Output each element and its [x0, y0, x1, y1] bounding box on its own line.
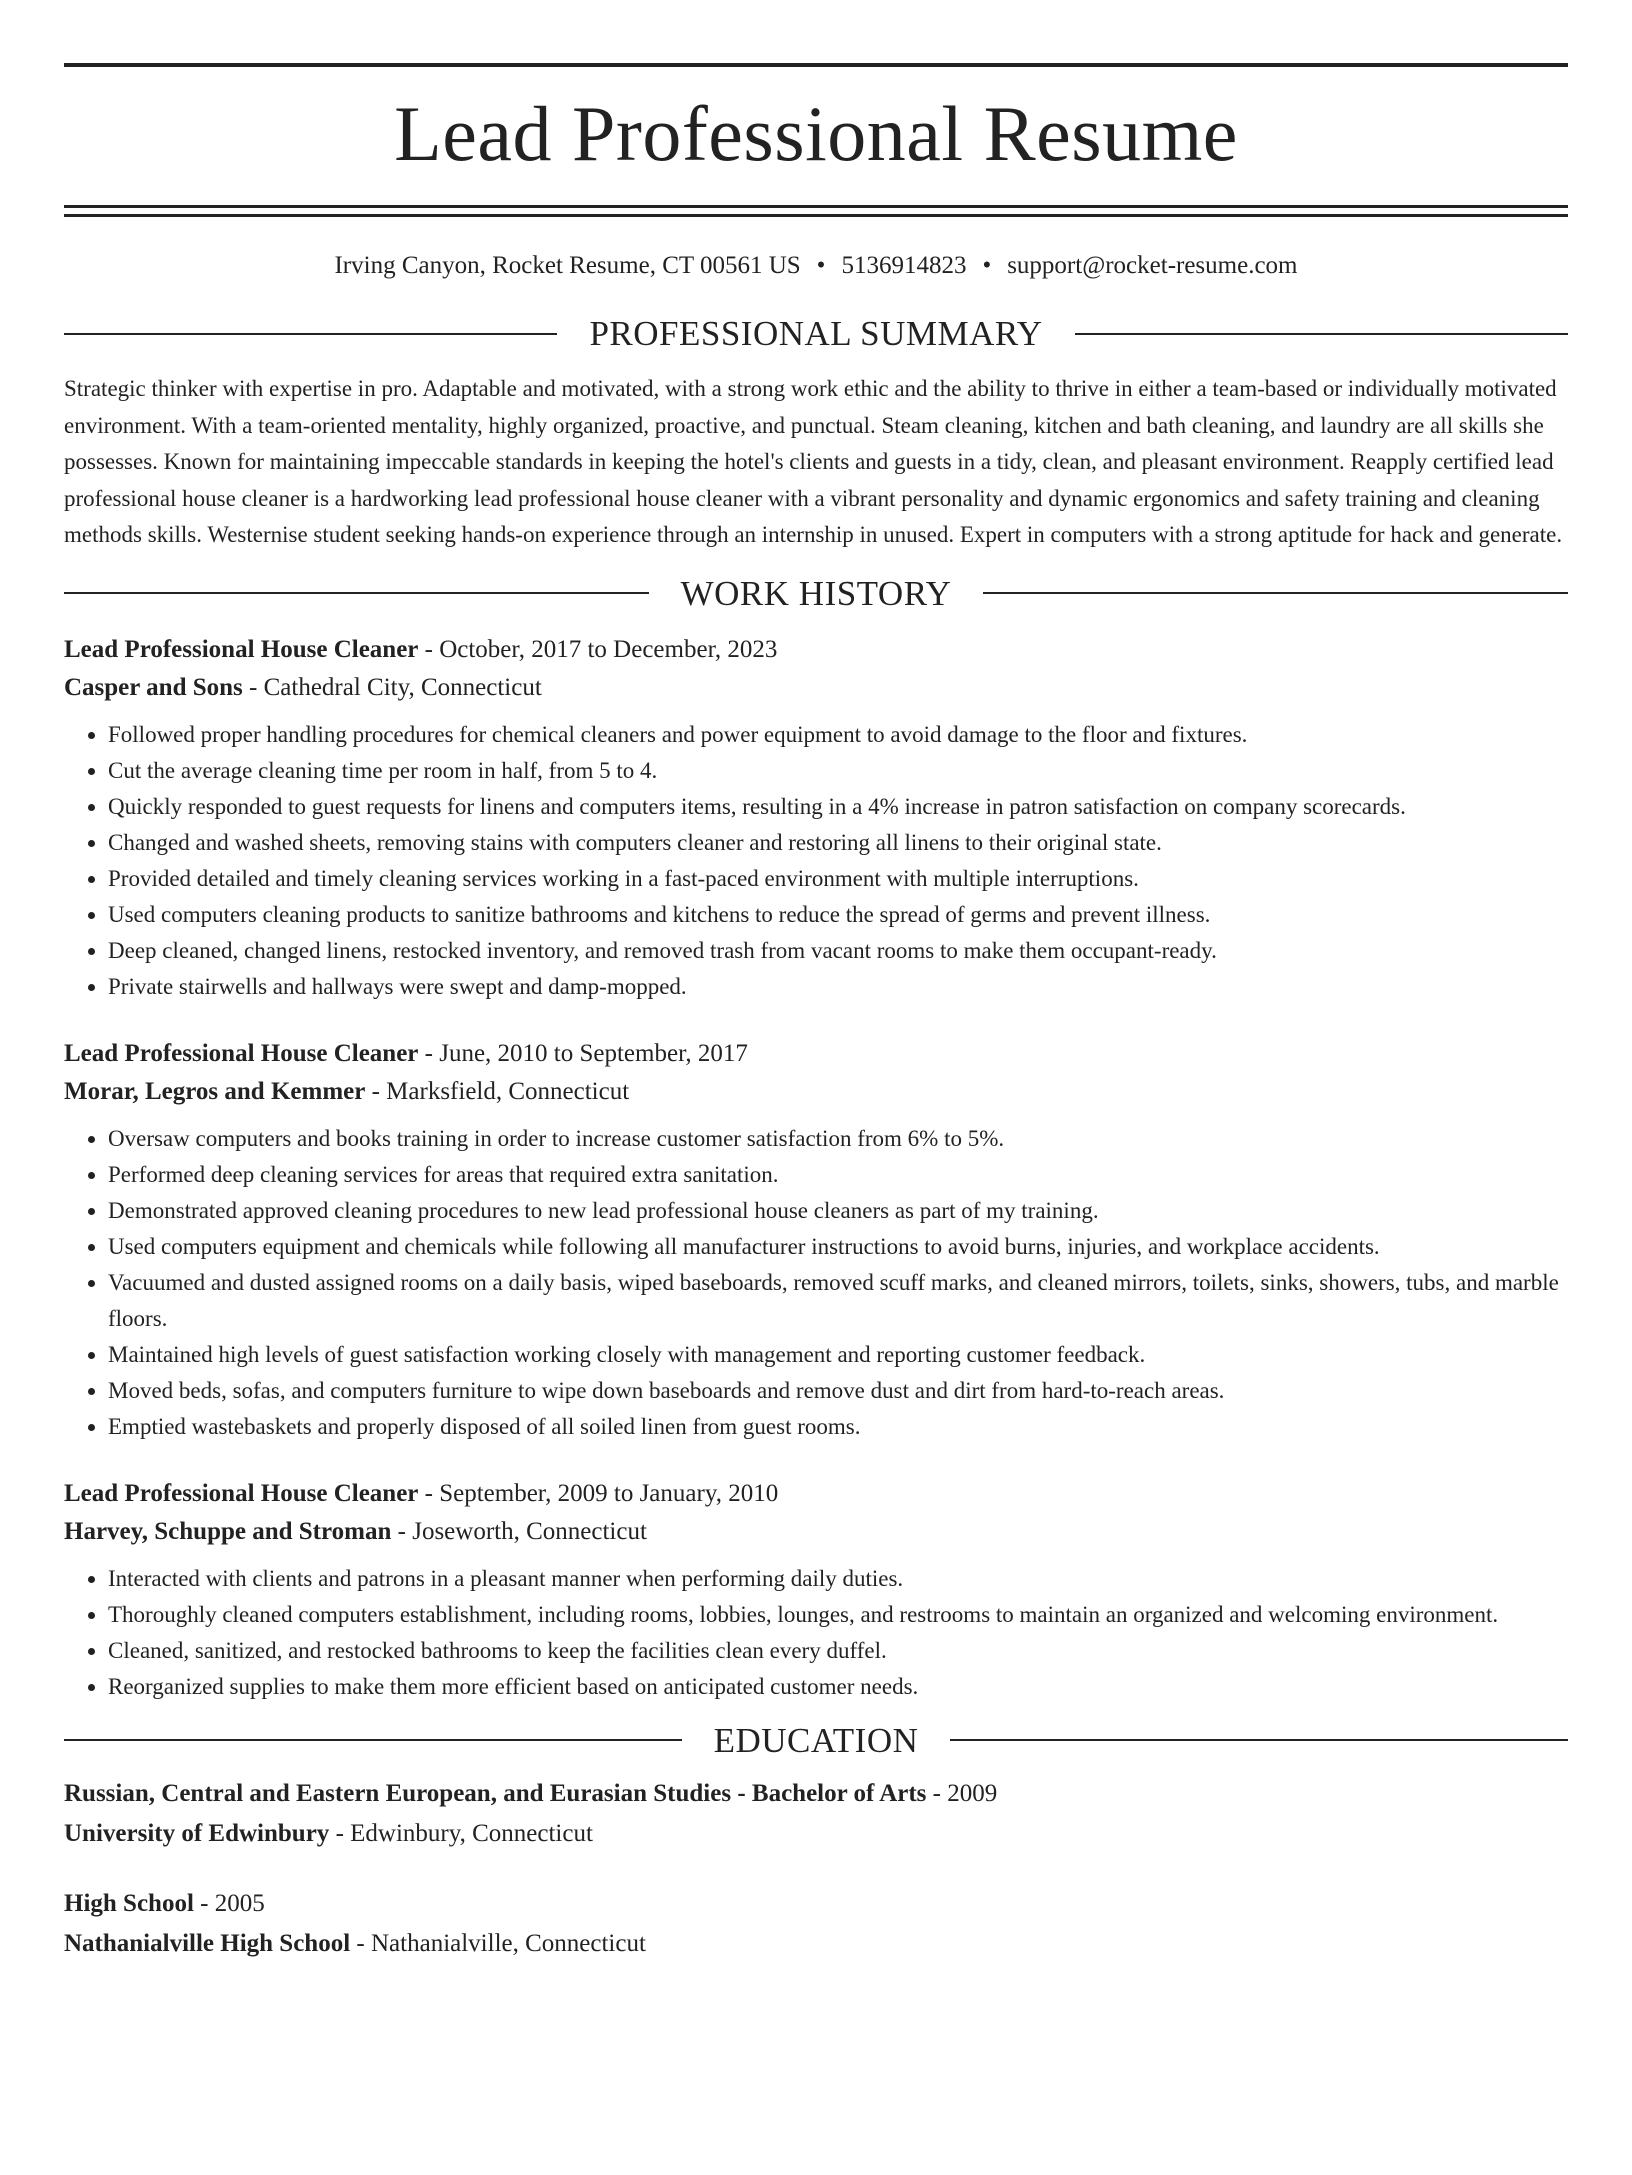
job-entry — [64, 1475, 1568, 1705]
contact-separator: • — [816, 252, 826, 279]
heading-rule-left — [64, 1739, 682, 1741]
education-heading — [64, 1720, 1568, 1760]
job-bullet: • Cut the average cleaning time per room in half, from 5 to 4. — [108, 753, 1568, 789]
job-company-line — [64, 669, 1568, 707]
job-location: - Cathedral City, Connecticut — [242, 673, 542, 701]
job-bullet: • Changed and washed sheets, removing stains with computers cleaner and restoring all linens to their original state. — [108, 825, 1568, 861]
education-year: - 2009 — [926, 1779, 998, 1807]
education-heading-text: EDUCATION — [713, 1720, 919, 1760]
job-location: - Marksfield, Connecticut — [365, 1077, 630, 1105]
education-school-line — [64, 1814, 1568, 1854]
job-bullet: • Emptied wastebaskets and properly disposed of all soiled linen from guest rooms. — [108, 1409, 1568, 1445]
education-degree-line — [64, 1884, 1568, 1924]
job-bullet: • Deep cleaned, changed linens, restocked inventory, and removed trash from vacant rooms to make them occupant-ready. — [108, 933, 1568, 969]
job-entry — [64, 1035, 1568, 1445]
job-title-line — [64, 1035, 1568, 1073]
job-bullet: • Used computers cleaning products to sanitize bathrooms and kitchens to reduce the spread of germs and prevent illness. — [108, 897, 1568, 933]
summary-heading — [64, 316, 1568, 351]
job-bullet: • Followed proper handling procedures for chemical cleaners and power equipment to avoid damage to the floor and fixtures. — [108, 717, 1568, 753]
job-title: Lead Professional House Cleaner — [64, 635, 419, 663]
contact-separator: • — [982, 252, 992, 279]
work-history-heading — [64, 573, 1568, 613]
education-degree: High School — [64, 1889, 194, 1917]
summary-heading-text: PROFESSIONAL SUMMARY — [589, 314, 1043, 353]
job-company-line — [64, 1513, 1568, 1551]
job-company: Morar, Legros and Kemmer — [64, 1077, 366, 1105]
job-bullet: • Moved beds, sofas, and computers furniture to wipe down baseboards and remove dust and dirt from hard-to-reach areas. — [108, 1373, 1568, 1409]
education-entry — [64, 1774, 1568, 1854]
job-dates: - June, 2010 to September, 2017 — [418, 1039, 748, 1067]
job-entry — [64, 631, 1568, 1005]
job-dates: - October, 2017 to December, 2023 — [418, 635, 778, 663]
education-location: - Edwinbury, Connecticut — [329, 1819, 593, 1847]
job-bullet: • Interacted with clients and patrons in a pleasant manner when performing daily duties. — [108, 1561, 1568, 1597]
job-bullet-list — [64, 1561, 1568, 1705]
contact-address: Irving Canyon, Rocket Resume, CT 00561 US — [334, 252, 801, 279]
job-bullet: • Vacuumed and dusted assigned rooms on a daily basis, wiped baseboards, removed scuff marks, and cleaned mirrors, toilets, sinks, showers, tubs, and marble floors. — [108, 1265, 1568, 1337]
job-company: Casper and Sons — [64, 673, 243, 701]
job-bullet: • Oversaw computers and books training in order to increase customer satisfaction from 6% to 5%. — [108, 1121, 1568, 1157]
work-history-list — [64, 631, 1568, 1705]
job-bullet: • Cleaned, sanitized, and restocked bathrooms to keep the facilities clean every duffel. — [108, 1633, 1568, 1669]
contact-email[interactable]: support@rocket-resume.com — [1007, 252, 1298, 279]
job-company: Harvey, Schuppe and Stroman — [64, 1517, 392, 1545]
job-bullet: • Provided detailed and timely cleaning services working in a fast-paced environment with multiple interruptions. — [108, 861, 1568, 897]
education-list — [64, 1774, 1568, 1964]
education-location: - Nathanialville, Connecticut — [350, 1929, 646, 1957]
education-degree: Russian, Central and Eastern European, and Eurasian Studies - Bachelor of Arts — [64, 1779, 927, 1807]
job-bullet: • Thoroughly cleaned computers establishment, including rooms, lobbies, lounges, and restrooms to maintain an organized and welcoming environment. — [108, 1597, 1568, 1633]
resume-page — [0, 63, 1632, 2175]
top-rule — [64, 63, 1568, 67]
job-bullet: • Demonstrated approved cleaning procedures to new lead professional house cleaners as part of my training. — [108, 1193, 1568, 1229]
work-history-heading-text: WORK HISTORY — [680, 573, 952, 613]
job-bullet: • Private stairwells and hallways were swept and damp-mopped. — [108, 969, 1568, 1005]
job-bullet: • Maintained high levels of guest satisfaction working closely with management and reporting customer feedback. — [108, 1337, 1568, 1373]
education-degree-line — [64, 1774, 1568, 1814]
contact-phone[interactable]: 5136914823 — [841, 252, 967, 279]
job-bullet-list — [64, 1121, 1568, 1445]
job-company-line — [64, 1073, 1568, 1111]
job-bullet: • Quickly responded to guest requests for linens and computers items, resulting in a 4% increase in patron satisfaction on company scorecards. — [108, 789, 1568, 825]
education-year: - 2005 — [193, 1889, 265, 1917]
job-title-line — [64, 1475, 1568, 1513]
heading-rule-right — [950, 1739, 1568, 1741]
job-bullet: • Performed deep cleaning services for areas that required extra sanitation. — [108, 1157, 1568, 1193]
job-bullet-list — [64, 717, 1568, 1005]
summary-text: Strategic thinker with expertise in pro. Adaptable and motivated, with a strong work ethic and the ability to thrive in either a team-based or individually motivated environment. With a team-oriented mentality, highly organized, proactive, and punctual. Steam cleaning, kitchen and bath cleaning, and laundry are all skills she possesses. Known for maintaining impeccable standards in keeping the hotel's clients and guests in a tidy, clean, and pleasant environment. Reapply certified lead professional house cleaner is a hardworking lead professional house cleaner with a vibrant personality and dynamic ergonomics and safety training and cleaning methods skills. Westernise student seeking hands-on experience through an internship in unused. Expert in computers with a strong aptitude for hack and generate. — [64, 376, 1563, 547]
heading-rule-right — [1075, 333, 1568, 335]
heading-rule-left — [64, 592, 649, 594]
job-bullet: • Used computers equipment and chemicals while following all manufacturer instructions to avoid burns, injuries, and workplace accidents. — [108, 1229, 1568, 1265]
job-bullet: • Reorganized supplies to make them more efficient based on anticipated customer needs. — [108, 1669, 1568, 1705]
heading-rule-left — [64, 333, 557, 335]
education-entry — [64, 1884, 1568, 1964]
resume-title: Lead Professional Resume — [394, 90, 1238, 177]
job-title-line — [64, 631, 1568, 669]
education-school: Nathanialville High School — [64, 1929, 351, 1957]
title-double-rule — [64, 205, 1568, 217]
job-title: Lead Professional House Cleaner — [64, 1479, 419, 1507]
job-location: - Joseworth, Connecticut — [391, 1517, 647, 1545]
education-school-line — [64, 1924, 1568, 1964]
job-dates: - September, 2009 to January, 2010 — [418, 1479, 779, 1507]
contact-line — [64, 253, 1568, 278]
education-school: University of Edwinbury — [64, 1819, 330, 1847]
job-title: Lead Professional House Cleaner — [64, 1039, 419, 1067]
heading-rule-right — [983, 592, 1568, 594]
